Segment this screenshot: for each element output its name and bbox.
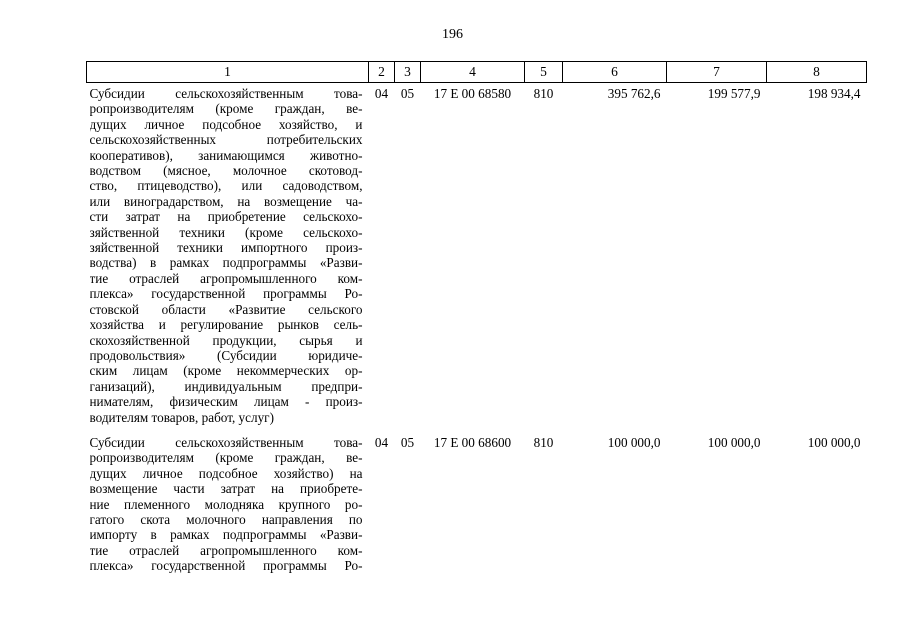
description-line: ние племенного молодняка крупного ро- (89, 496, 363, 512)
description-line: ганизаций), индивидуальным предпри- (89, 378, 363, 394)
row-description (87, 425, 369, 574)
description-line: зяйственной техники импортного произ- (89, 240, 363, 256)
description-line: дущих личное подсобное хозяйство, и (89, 116, 363, 132)
header-col-3: 3 (395, 62, 421, 83)
description-line: дущих личное подсобное хозяйство) на (89, 465, 363, 481)
row-section: 04 (374, 434, 389, 450)
description-line: Субсидии сельскохозяйственным това- (89, 86, 363, 101)
table-row (87, 425, 867, 574)
description-line: плекса» государственной программы Ро- (89, 558, 363, 574)
description-line: сти затрат на приобретение сельскохо- (89, 209, 363, 225)
header-col-5: 5 (525, 62, 563, 83)
description-line: скохозяйственной продукции, сырья и (89, 332, 363, 348)
description-line: возмещение части затрат на приобрете- (89, 481, 363, 497)
description-line: хозяйства и регулирование рынков сель- (89, 317, 363, 333)
row-amount-col8: 198 934,4 (807, 86, 861, 101)
description-line: или виноградарством, на возмещение ча- (89, 193, 363, 209)
row-expense-type: 810 (533, 434, 554, 450)
row-amount-col8: 100 000,0 (807, 434, 861, 450)
row-subsection: 05 (400, 434, 415, 450)
row-amount-col6: 395 762,6 (607, 86, 661, 101)
description-line: зяйственной техники (кроме сельскохо- (89, 224, 363, 240)
row-target-code: 17 Е 00 68600 (433, 434, 512, 450)
description-line: тие отраслей агропромышленного ком- (89, 270, 363, 286)
description-line: кооперативов), занимающимся животно- (89, 147, 363, 163)
header-col-8: 8 (767, 62, 867, 83)
row-description (87, 83, 369, 425)
header-col-4: 4 (421, 62, 525, 83)
row-section: 04 (374, 86, 389, 101)
row-target-code: 17 Е 00 68580 (433, 86, 512, 101)
description-line: нимателям, физическим лицам - произ- (89, 394, 363, 410)
header-col-2: 2 (369, 62, 395, 83)
row-subsection: 05 (400, 86, 415, 101)
header-col-6: 6 (563, 62, 667, 83)
description-line: ропроизводителям (кроме граждан, ве- (89, 101, 363, 117)
description-line: водством (мясное, молочное скотовод- (89, 163, 363, 179)
page-number: 196 (442, 27, 463, 42)
description-line: сельскохозяйственных потребительских (89, 132, 363, 148)
budget-table (86, 61, 867, 574)
row-amount-col7: 100 000,0 (707, 434, 761, 450)
description-line: водителям товаров, работ, услуг) (89, 409, 274, 425)
description-line: плекса» государственной программы Ро- (89, 286, 363, 302)
description-line: ропроизводителям (кроме граждан, ве- (89, 450, 363, 466)
description-line: стовской области «Развитие сельского (89, 301, 363, 317)
row-amount-col7: 199 577,9 (707, 86, 761, 101)
description-line: импорту в рамках подпрограммы «Разви- (89, 527, 363, 543)
description-line: Субсидии сельскохозяйственным това- (89, 434, 363, 450)
description-line: тие отраслей агропромышленного ком- (89, 542, 363, 558)
description-line: ским лицам (кроме некоммерческих ор- (89, 363, 363, 379)
description-line: продовольствия» (Субсидии юридиче- (89, 347, 363, 363)
description-line: водства) в рамках подпрограммы «Разви- (89, 255, 363, 271)
header-row (87, 62, 867, 83)
table-row (87, 83, 867, 425)
description-line: гатого скота молочного направления по (89, 511, 363, 527)
header-col-7: 7 (667, 62, 767, 83)
row-amount-col6: 100 000,0 (607, 434, 661, 450)
row-expense-type: 810 (533, 86, 554, 101)
description-line: ство, птицеводство), или садоводством, (89, 178, 363, 194)
header-col-1: 1 (87, 62, 369, 83)
